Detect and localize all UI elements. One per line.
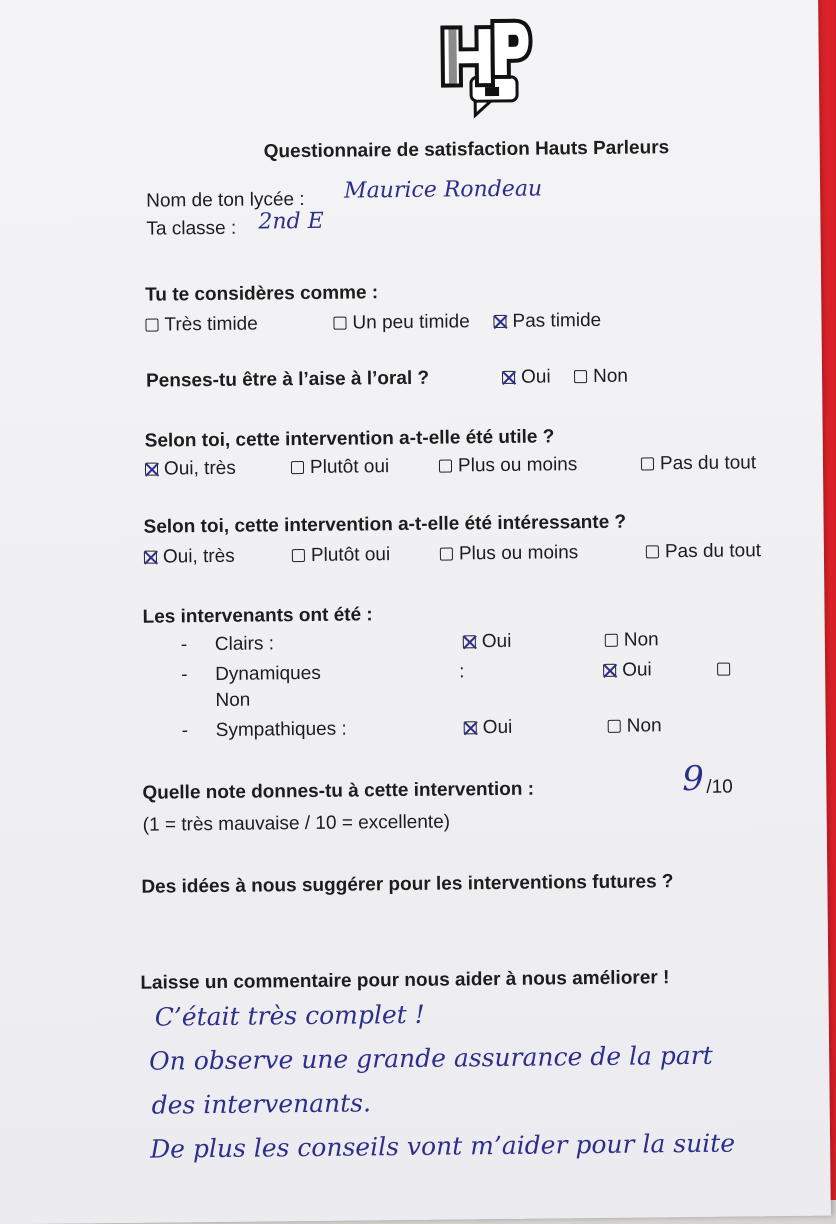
option-tres-timide[interactable]: Très timide [145,313,257,336]
class-label: Ta classe : [146,217,237,240]
checkbox-icon[interactable] [333,317,346,330]
checkbox-icon[interactable] [574,370,587,383]
option-pas-timide[interactable]: Pas timide [493,310,601,333]
option-useful-oui-tres[interactable]: Oui, très [145,458,236,481]
comment-line[interactable]: des intervenants. [151,1088,372,1120]
checkbox-icon[interactable] [717,663,730,676]
dash: - [181,664,188,686]
option-un-peu-timide[interactable]: Un peu timide [333,311,469,334]
score-value[interactable]: 9 [682,758,705,800]
page-title: Questionnaire de satisfaction Hauts Parleurs [263,137,670,163]
comment-line[interactable]: C’était très complet ! [154,999,425,1032]
school-value[interactable]: Maurice Rondeau [343,176,543,204]
class-value[interactable]: 2nd E [258,208,324,235]
option-interesting-pas-du-tout[interactable]: Pas du tout [646,540,761,563]
dynamic-oui[interactable]: Oui [603,659,652,682]
checked-checkbox-icon[interactable] [603,664,616,677]
option-interesting-oui-tres[interactable]: Oui, très [144,546,235,569]
clear-non[interactable]: Non [605,629,659,652]
dynamic-non-checkbox[interactable] [717,659,736,681]
checkbox-icon[interactable] [608,720,621,733]
speakers-dynamic-label: Dynamiques [215,662,321,685]
checkbox-icon[interactable] [605,634,618,647]
friendly-non[interactable]: Non [608,715,662,738]
speakers-clear-label: Clairs : [214,633,275,655]
checked-checkbox-icon[interactable] [493,315,506,328]
score-scale: (1 = très mauvaise / 10 = excellente) [142,811,451,836]
option-useful-plutot-oui[interactable]: Plutôt oui [291,456,389,479]
option-interesting-plutot-oui[interactable]: Plutôt oui [292,544,390,567]
checkbox-icon[interactable] [440,547,453,560]
question-oral-ease: Penses-tu être à l’aise à l’oral ? [145,367,430,392]
checkbox-icon[interactable] [145,319,158,332]
score-max: /10 [706,776,733,798]
checkbox-icon[interactable] [439,459,452,472]
question-comment: Laisse un commentaire pour nous aider à nous améliorer ! [140,967,670,994]
option-useful-pas-du-tout[interactable]: Pas du tout [641,452,756,475]
checked-checkbox-icon[interactable] [144,551,157,564]
checkbox-icon[interactable] [292,549,305,562]
checked-checkbox-icon[interactable] [463,635,476,648]
dash: - [180,634,188,656]
checked-checkbox-icon[interactable] [464,721,477,734]
school-label: Nom de ton lycée : [146,189,305,212]
checkbox-icon[interactable] [291,461,304,474]
comment-line[interactable]: On observe une grande assurance de la part [149,1040,713,1076]
question-speakers: Les intervenants ont été : [142,604,373,628]
question-score: Quelle note donnes-tu à cette intervention : [142,778,535,804]
dynamic-non-label: Non [215,689,251,711]
colon: : [459,661,465,683]
hauts-parleurs-logo [432,7,543,123]
option-useful-plus-ou-moins[interactable]: Plus ou moins [439,454,578,477]
clear-oui[interactable]: Oui [463,631,512,654]
checkbox-icon[interactable] [641,457,654,470]
checked-checkbox-icon[interactable] [145,463,158,476]
speakers-friendly-label: Sympathiques : [215,718,347,741]
checkbox-icon[interactable] [646,545,659,558]
option-oral-oui[interactable]: Oui [502,366,551,389]
checked-checkbox-icon[interactable] [502,371,515,384]
friendly-oui[interactable]: Oui [464,717,513,740]
option-interesting-plus-ou-moins[interactable]: Plus ou moins [440,542,579,565]
question-ideas: Des idées à nous suggérer pour les interventions futures ? [141,871,674,898]
question-shyness: Tu te considères comme : [145,282,379,306]
comment-line[interactable]: De plus les conseils vont m’aider pour la suite [149,1128,736,1164]
question-useful: Selon toi, cette intervention a-t-elle été utile ? [144,426,555,452]
question-interesting: Selon toi, cette intervention a-t-elle été intéressante ? [143,511,627,538]
dash: - [181,720,189,742]
option-oral-non[interactable]: Non [574,366,628,389]
